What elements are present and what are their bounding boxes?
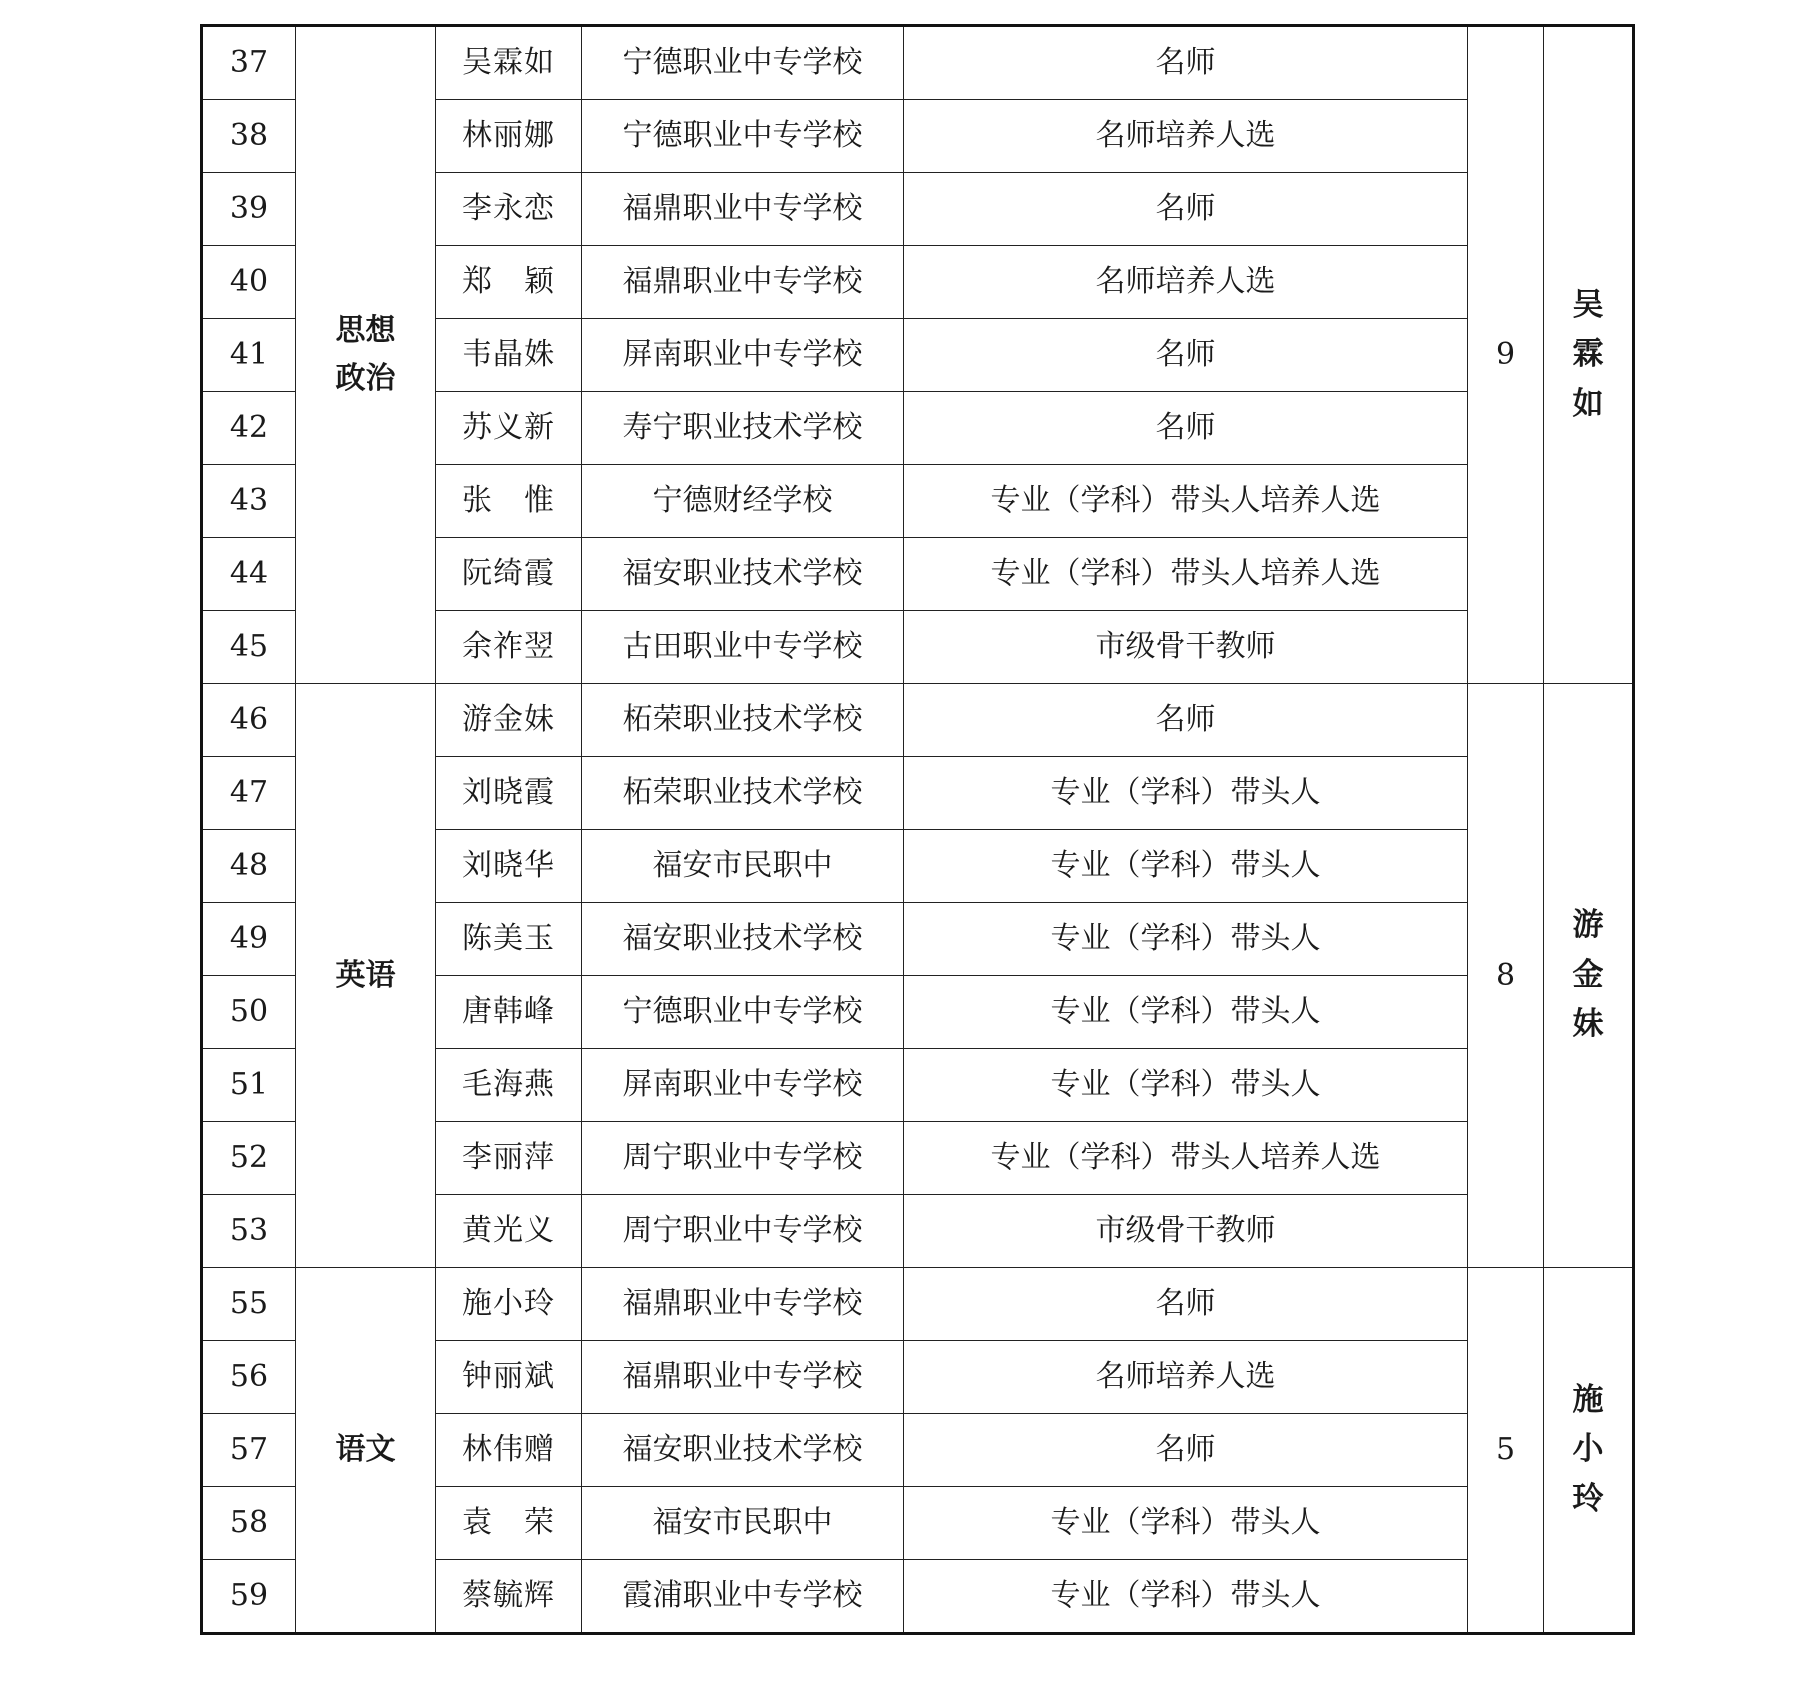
title-cell: 专业（学科）带头人 [904, 903, 1468, 976]
teacher-name-cell: 阮绮霞 [436, 538, 582, 611]
school-cell: 宁德财经学校 [582, 465, 904, 538]
row-number-cell: 48 [202, 830, 296, 903]
row-number-cell: 56 [202, 1341, 296, 1414]
teacher-name-cell: 黄光义 [436, 1195, 582, 1268]
teacher-name-cell: 蔡毓辉 [436, 1560, 582, 1634]
title-cell: 名师培养人选 [904, 1341, 1468, 1414]
row-number-cell: 41 [202, 319, 296, 392]
title-cell: 专业（学科）带头人 [904, 1560, 1468, 1634]
row-number-cell: 49 [202, 903, 296, 976]
subject-cell [296, 1268, 436, 1634]
title-cell: 名师 [904, 392, 1468, 465]
school-cell: 福鼎职业中专学校 [582, 173, 904, 246]
title-cell: 专业（学科）带头人 [904, 1049, 1468, 1122]
group-leader-name: 游金妹 [1572, 907, 1604, 1043]
row-number-cell: 40 [202, 246, 296, 319]
teacher-name-cell: 毛海燕 [436, 1049, 582, 1122]
teacher-name-cell: 李永恋 [436, 173, 582, 246]
row-number-cell: 50 [202, 976, 296, 1049]
teacher-name-cell: 韦晶姝 [436, 319, 582, 392]
group-leader-name: 施小玲 [1572, 1381, 1604, 1517]
title-cell: 名师 [904, 1414, 1468, 1487]
table-row [202, 26, 1634, 100]
school-cell: 福安市民职中 [582, 830, 904, 903]
teacher-name-cell: 余祚翌 [436, 611, 582, 684]
school-cell: 宁德职业中专学校 [582, 100, 904, 173]
school-cell: 屏南职业中专学校 [582, 319, 904, 392]
school-cell: 寿宁职业技术学校 [582, 392, 904, 465]
group-leader-cell [1544, 1268, 1634, 1634]
title-cell: 专业（学科）带头人培养人选 [904, 1122, 1468, 1195]
school-cell: 霞浦职业中专学校 [582, 1560, 904, 1634]
school-cell: 周宁职业中专学校 [582, 1122, 904, 1195]
row-number-cell: 51 [202, 1049, 296, 1122]
school-cell: 福安市民职中 [582, 1487, 904, 1560]
row-number-cell: 44 [202, 538, 296, 611]
row-number-cell: 52 [202, 1122, 296, 1195]
title-cell: 专业（学科）带头人培养人选 [904, 538, 1468, 611]
teacher-name-cell: 刘晓华 [436, 830, 582, 903]
roster-body [202, 26, 1634, 1634]
teacher-name-cell: 苏义新 [436, 392, 582, 465]
school-cell: 福安职业技术学校 [582, 1414, 904, 1487]
title-cell: 名师 [904, 319, 1468, 392]
title-cell: 名师 [904, 26, 1468, 100]
row-number-cell: 39 [202, 173, 296, 246]
teacher-name-cell: 钟丽斌 [436, 1341, 582, 1414]
school-cell: 福鼎职业中专学校 [582, 1268, 904, 1341]
title-cell: 专业（学科）带头人 [904, 830, 1468, 903]
teacher-name-cell: 吴霖如 [436, 26, 582, 100]
group-leader-name: 吴霖如 [1572, 286, 1604, 422]
row-number-cell: 59 [202, 1560, 296, 1634]
row-number-cell: 45 [202, 611, 296, 684]
teacher-name-cell: 林丽娜 [436, 100, 582, 173]
row-number-cell: 46 [202, 684, 296, 757]
title-cell: 市级骨干教师 [904, 611, 1468, 684]
title-cell: 名师 [904, 1268, 1468, 1341]
school-cell: 周宁职业中专学校 [582, 1195, 904, 1268]
table-row [202, 684, 1634, 757]
row-number-cell: 53 [202, 1195, 296, 1268]
title-cell: 专业（学科）带头人 [904, 976, 1468, 1049]
school-cell: 福安职业技术学校 [582, 538, 904, 611]
group-leader-cell [1544, 26, 1634, 684]
school-cell: 福鼎职业中专学校 [582, 246, 904, 319]
school-cell: 柘荣职业技术学校 [582, 684, 904, 757]
title-cell: 专业（学科）带头人 [904, 1487, 1468, 1560]
row-number-cell: 47 [202, 757, 296, 830]
school-cell: 屏南职业中专学校 [582, 1049, 904, 1122]
group-leader-cell [1544, 684, 1634, 1268]
school-cell: 宁德职业中专学校 [582, 976, 904, 1049]
teacher-name-cell: 唐韩峰 [436, 976, 582, 1049]
teacher-name-cell: 袁 荣 [436, 1487, 582, 1560]
subject-cell [296, 26, 436, 684]
teacher-name-cell: 李丽萍 [436, 1122, 582, 1195]
subject-label: 思想政治 [335, 313, 396, 396]
school-cell: 柘荣职业技术学校 [582, 757, 904, 830]
school-cell: 宁德职业中专学校 [582, 26, 904, 100]
subject-label: 英语 [335, 957, 396, 993]
group-count-cell: 8 [1468, 684, 1544, 1268]
teacher-name-cell: 刘晓霞 [436, 757, 582, 830]
school-cell: 古田职业中专学校 [582, 611, 904, 684]
subject-label: 语文 [335, 1432, 396, 1467]
row-number-cell: 37 [202, 26, 296, 100]
group-count-cell: 5 [1468, 1268, 1544, 1634]
title-cell: 名师培养人选 [904, 246, 1468, 319]
group-count-cell: 9 [1468, 26, 1544, 684]
row-number-cell: 43 [202, 465, 296, 538]
title-cell: 名师 [904, 173, 1468, 246]
school-cell: 福安职业技术学校 [582, 903, 904, 976]
teacher-name-cell: 陈美玉 [436, 903, 582, 976]
row-number-cell: 38 [202, 100, 296, 173]
teacher-name-cell: 施小玲 [436, 1268, 582, 1341]
teacher-name-cell: 郑 颖 [436, 246, 582, 319]
table-row [202, 1268, 1634, 1341]
row-number-cell: 57 [202, 1414, 296, 1487]
title-cell: 专业（学科）带头人培养人选 [904, 465, 1468, 538]
teacher-name-cell: 游金妹 [436, 684, 582, 757]
school-cell: 福鼎职业中专学校 [582, 1341, 904, 1414]
row-number-cell: 58 [202, 1487, 296, 1560]
row-number-cell: 55 [202, 1268, 296, 1341]
teacher-roster-table [200, 24, 1635, 1635]
title-cell: 市级骨干教师 [904, 1195, 1468, 1268]
title-cell: 名师 [904, 684, 1468, 757]
row-number-cell: 42 [202, 392, 296, 465]
title-cell: 专业（学科）带头人 [904, 757, 1468, 830]
subject-cell [296, 684, 436, 1268]
teacher-name-cell: 张 惟 [436, 465, 582, 538]
title-cell: 名师培养人选 [904, 100, 1468, 173]
teacher-name-cell: 林伟赠 [436, 1414, 582, 1487]
